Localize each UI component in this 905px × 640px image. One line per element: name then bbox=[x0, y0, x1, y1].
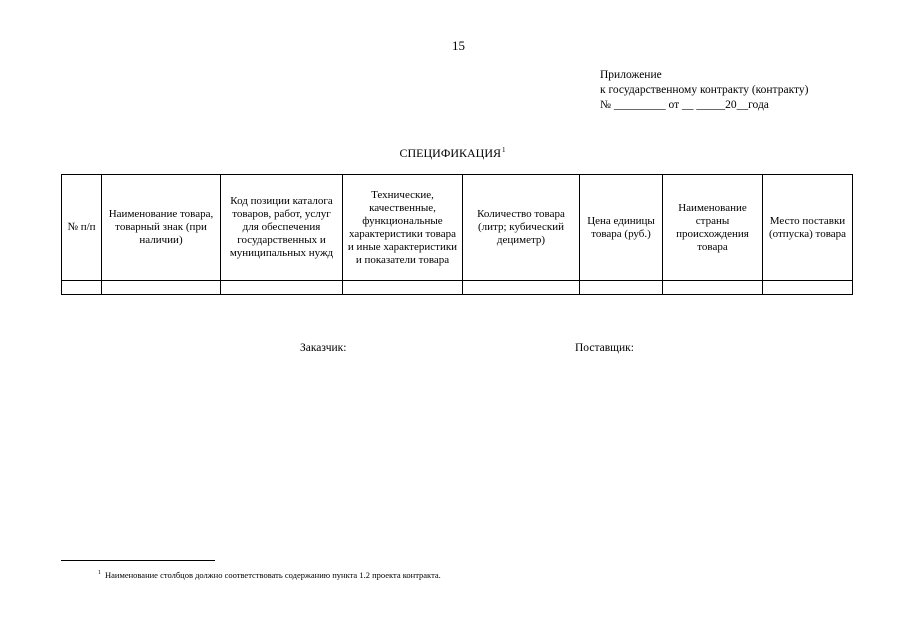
footnote-mark: 1 bbox=[98, 570, 101, 576]
document-title bbox=[0, 143, 905, 160]
column-header-quantity: Количество товара (литр; кубический дециметр) bbox=[463, 175, 580, 281]
table-row bbox=[62, 281, 853, 295]
title-footnote-mark: 1 bbox=[501, 146, 506, 154]
appendix-header bbox=[600, 68, 808, 113]
appendix-number-date: № _________ от __ _____20__года bbox=[600, 99, 769, 111]
column-header-catalog-code: Код позиции каталога товаров, работ, услуг для обеспечения государственных и муниципальных нужд bbox=[221, 175, 343, 281]
column-header-characteristics: Технические, качественные, функциональные характеристики товара и иные характеристики и показатели товара bbox=[343, 175, 463, 281]
supplier-signature-label: Поставщик: bbox=[575, 342, 634, 354]
customer-signature-label: Заказчик: bbox=[300, 342, 347, 354]
appendix-title: Приложение bbox=[600, 69, 662, 81]
table-cell[interactable] bbox=[463, 281, 580, 295]
column-header-unit-price: Цена единицы товара (руб.) bbox=[580, 175, 663, 281]
column-header-number: № п/п bbox=[62, 175, 102, 281]
table-header-row bbox=[62, 175, 853, 281]
page-number: 15 bbox=[452, 38, 465, 53]
footnote-text: Наименование столбцов должно соответствовать содержанию пункта 1.2 проекта контракта. bbox=[105, 570, 441, 580]
table-cell[interactable] bbox=[763, 281, 853, 295]
appendix-contract-ref: к государственному контракту (контракту) bbox=[600, 84, 809, 96]
table-cell[interactable] bbox=[221, 281, 343, 295]
column-header-product-name: Наименование товара, товарный знак (при наличии) bbox=[102, 175, 221, 281]
column-header-delivery-place: Место поставки (отпуска) товара bbox=[763, 175, 853, 281]
table-cell[interactable] bbox=[102, 281, 221, 295]
table-cell[interactable] bbox=[663, 281, 763, 295]
column-header-country-of-origin: Наименование страны происхождения товара bbox=[663, 175, 763, 281]
table-cell[interactable] bbox=[62, 281, 102, 295]
table-cell[interactable] bbox=[343, 281, 463, 295]
footnote-separator bbox=[61, 560, 215, 561]
footnote bbox=[98, 568, 441, 581]
table-cell[interactable] bbox=[580, 281, 663, 295]
document-title-text: СПЕЦИФИКАЦИЯ bbox=[399, 146, 501, 160]
specification-table bbox=[61, 174, 853, 295]
